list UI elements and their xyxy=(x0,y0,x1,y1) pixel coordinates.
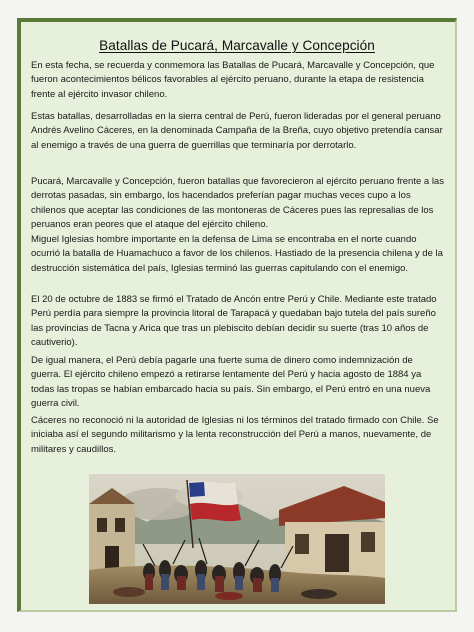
paragraph-4: Miguel Iglesias hombre importante en la defensa de Lima se encontraba en el norte cuando ocurrió la batalla de Huamachuco a favor de los chilenos. Hastiado de la presencia chilena y de la destrucción sistemática del país, Iglesias terminó las guerras capitulando con el enemigo. xyxy=(31,234,443,274)
paragraph-1: En esta fecha, se recuerda y conmemora las Batallas de Pucará, Marcavalle y Concepción, que fueron acontecimientos bélicos favorables al ejército peruano, durante la etapa de resistencia frente al ejército invasor chileno. xyxy=(31,60,435,100)
paragraph-5: El 20 de octubre de 1883 se firmó el Tratado de Ancón entre Perú y Chile. Mediante este tratado Perú perdía para siempre la provincia litoral de Tarapacá y quedaban bajo tutela del país sureño las provincias de Tacna y Arica que tras un plebiscito debían decidir su suerte (tras 10 años de cautiverio). xyxy=(31,294,437,349)
paragraph-6: De igual manera, el Perú debía pagarle una fuerte suma de dinero como indemnización de guerra. El ejército chileno empezó a retirarse lentamente del Perú y hacia agosto de 1884 ya todas las tropas se habían embarcado hacia su país. Sin embargo, el Perú entró en una nueva guerra civil. xyxy=(31,355,431,410)
paragraph-2: Estas batallas, desarrolladas en la sierra central de Perú, fueron lideradas por el general peruano Andrés Avelino Cáceres, en la denominada Campaña de la Breña, cuyo objetivo pretendía cansar al enemigo a través de una guerra de guerrillas que terminaría por derrotarlo. xyxy=(31,111,443,151)
document-title: Batallas de Pucará, Marcavalle y Concepción xyxy=(99,38,375,53)
paragraph-3: Pucará, Marcavalle y Concepción, fueron batallas que favorecieron al ejército peruano frente a las derrotas pasadas, sin embargo, los hacendados preferían pagar muchas veces cupo a los chilenos que aceptar las condiciones de las montoneras de Cáceres pues las represalias de los peruanos eran peores que el ataque del ejército chileno. xyxy=(31,176,444,231)
battle-painting-illustration xyxy=(89,474,385,604)
paragraph-7: Cáceres no reconoció ni la autoridad de Iglesias ni los términos del tratado firmado con Chile. Se iniciaba así el segundo militarismo y la lenta reconstrucción del Perú a manos, nuevamente, de militares y caudillos. xyxy=(31,415,439,455)
